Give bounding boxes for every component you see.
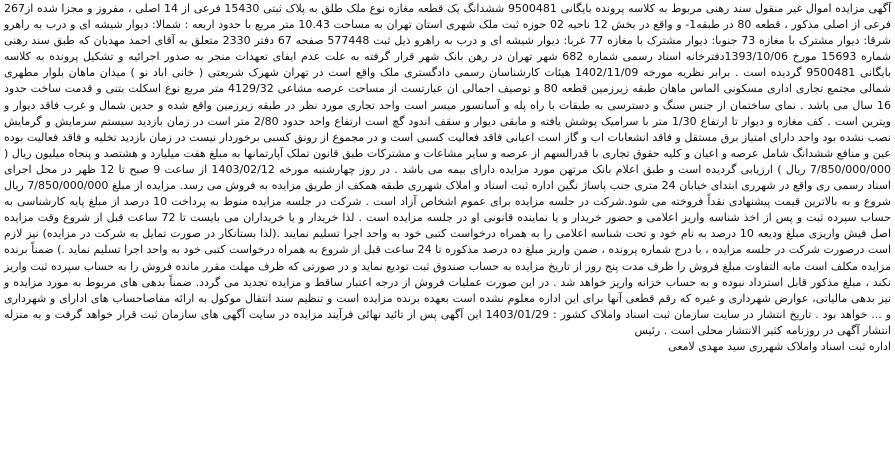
notice-body-text: آگهی مزایده اموال غیر منقول سند رهنی مربوط به کلاسه پرونده بایگانی 9500481 ششدانگ یک قطعه مغازه نوع ملک طلق به پلاک ثبتی 15430 فرعی از 14 اصلی ، مفروز و مجزا شده از267 فرعی از اصلی مذکور ، قطعه 80 در طبقه1- و واقع در بخش 12 ناحیه 02 حوزه ثبت ملک شهری استان تهران به مساحت 10.43 متر مربع با حدود اربعه : شمالا: دیوار شیشه ای و درب به راهرو شرقا: دیوار مشترک با مغازه 73 جنوبا: دیوار مشترک با مغازه 77 غربا: دیوار شیشه ای و درب به راهرو ذیل ثبت 577448 صفحه 67 دفتر 2330 متعلق به آقای احمد مهدیان که طبق سند رهنی شماره 15693 مورخ 1393/10/06دفترخانه اسناد رسمی شماره 682 شهر تهران در رهن بانک شهر قرار گرفته به علت عدم ایفای تعهدات منجر به صدور اجرائیه و تشکیل پرونده به کلاسه بایگانی 9500481 گردیده است . برابر نظریه مورخه 1402/11/09 هیئات کارشناسان رسمی دادگستری ملک واقع است در تهران شهرک شریعتی ( خانی اباد نو ) میدان ماهان بلوار مطهری شمالی مجتمع تجاری اداری مسکونی الماس ماهان طبقه زیرزمین قطعه 80 و توصیف اجمالی ان عبارتست از مساحت عرصه مشاعی 4129/32 متر مربع نوع اسکلت بتنی و قدمت ساخت حدود 16 سال می باشد . نمای ساختمان از جنس سنگ و دسترسی به طبقات با راه پله و آسانسور میسر است واحد تجاری مورد نظر در طبقه زیرزمین واقع شده و حدین شمال و غرب فاقد دیوار و ویترین است . کف مغازه و دیوار تا ارتفاع 1/30 متر با سرامیک پوشش یافته و مابقی دیوار و سقف اندود گچ است ارتفاع واحد حدود 2/80 متر است در زمان بازدید سیستم سرمایش و گرمایش نصب نشده بود واحد دارای امتیاز برق مستقل و فاقد انشعابات اب و گاز است اعیانی فاقد فعالیت کسبی است و در مجموع از رونق کسبی برخوردار نیست در زمان بازدید تخلیه و فاقد فعالیت بوده عین و منافع ششدانگ شامل عرصه و اعیان و کلیه حقوق تجاری با قدرالسهم از عرصه و سایر مشاعات و مشترکات طبق قانون تملک آپارتمانها به مبلغ هفت میلیارد و هشتصد و پنجاه میلیون ریال ( 7/850/000/000 ریال ) ارزیابی گردیده است و طبق اعلام بانک مرتهن مورد مزایده دارای بیمه می باشد . در روز چهارشنبه مورخه 1403/02/12 از ساعت 9 صبح تا 12 ظهر در محل اجرای اسناد رسمی ری واقع در شهرری ابتدای خیابان 24 متری جنب پاساژ نگین اداره ثبت اسناد و املاک شهرری طبقه همکف از طریق مزایده به فروش می رسد. مزایده از مبلغ 7/850/000/000 ریال شروع و به بالاترین قیمت پیشنهادی نقداً فروخته می شود.شرکت در جلسه مزایده برای عموم اشخاص آزاد است . شرکت در جلسه مزایده منوط به پرداخت 10 درصد از مبلغ پایه کارشناسی به حساب سپرده ثبت و پس از اخذ شناسه واریز اعلامی و حضور خریدار و یا نماینده قانونی او در جلسه مزایده است . لذا خریدار و یا خریداران می بایست تا 72 ساعت قبل از شروع وقت مزایده اصل فیش واریزی مبلغ ودیعه 10 درصد به نام خود و تحت شناسه اعلامی را به همراه درخواست کتبی خود به واحد اجرا تسلیم نمایند .(لذا بستانکار در صورت تمایل به شرکت در مزایده) نیز لازم است درصورت شرکت در جلسه مزایده ، با درج شماره پرونده ، ضمن واریز مبلغ ده درصد مذکوره تا 24 ساعت قبل از شروع به همراه درخواست کتبی خود به واحد اجرا تسلیم نماید .) ضمناً برنده مزایده مکلف است مابه التفاوت مبلغ فروش را ظرف مدت پنج روز از تاریخ مزایده به حساب صندوق ثبت تودیع نماید و در صورتی که ظرف مهلت مقرر مانده فروش را به حساب سپرده ثبت واریز نکند ، مبلغ مذکور قابل استرداد نبوده و به حساب خزانه واریز خواهد شد . در این صورت عملیات فروش از درجه اعتبار ساقط و مزایده تجدید می گردد. ضمناً بدهی های مربوط به مورد مزایده و نیز بدهی مالیاتی، عوارض شهرداری و غیره که رقم قطعی آنها برای این اداره معلوم نشده است بعهده برنده مزایده است و تنظیم سند انتقال موکول به ارائه مفاصاحساب های ادارای و شهرداری و ... خواهد بود . تاریخ انتشار در سایت سازمان ثبت اسناد واملاک کشور : 1403/01/29 این آگهی پس از تائید نهائی فرآیند مزایده در سایت آگهی های سازمان ثبت قرار خواهد گرفت و به منزله انتشار آگهی در روزنامه کثیر الانتشار محلی است . رئیس xyxy=(4,2,892,337)
notice-signature: اداره ثبت اسناد واملاک شهرری سید مهدی لامعی xyxy=(668,339,891,353)
